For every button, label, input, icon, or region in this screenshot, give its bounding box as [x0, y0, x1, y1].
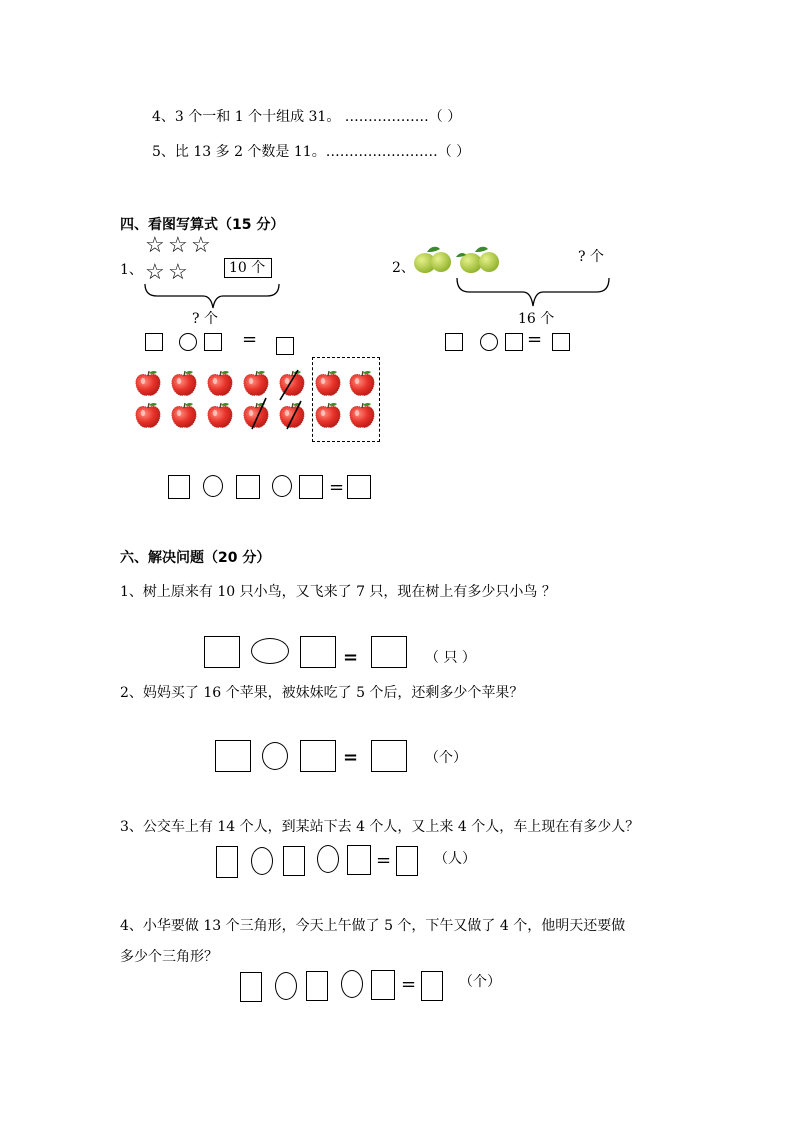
section-4-title: 四、看图写算式（15 分）: [120, 217, 285, 233]
dashed-selection-box: [312, 357, 380, 442]
question-3: 3、公交车上有 14 个人，到某站下去 4 个人，又上来 4 个人，车上现在有多少人？: [120, 819, 640, 835]
section-6-title: 六、解决问题（20 分）: [120, 550, 271, 566]
operator-circle[interactable]: [179, 333, 197, 351]
problem-2-question: ? 个: [578, 249, 604, 265]
answer-box[interactable]: [445, 333, 463, 351]
problem-2-label: 2、: [392, 260, 415, 276]
answer-box[interactable]: [276, 337, 294, 355]
judge-item-5: 5、比 13 多 2 个数是 11。……………………（ ）: [152, 144, 471, 160]
answer-box[interactable]: [396, 846, 418, 876]
star-icon: ☆: [145, 233, 165, 258]
operator-circle[interactable]: [317, 845, 339, 873]
operator-circle[interactable]: [480, 333, 498, 351]
equals-sign: =: [329, 477, 345, 498]
answer-box[interactable]: [371, 970, 395, 1000]
answer-box[interactable]: [347, 845, 371, 875]
star-icon: ☆: [168, 233, 188, 258]
equals-sign: =: [343, 647, 359, 668]
apple-icon: [206, 369, 234, 397]
operator-circle[interactable]: [251, 847, 273, 875]
operator-circle[interactable]: [275, 972, 297, 1000]
answer-box[interactable]: [421, 971, 443, 1001]
question-4-line-2: 多少个三角形？: [120, 949, 218, 965]
star-icon: ☆: [168, 260, 188, 285]
answer-box[interactable]: [283, 846, 305, 876]
apple-icon: [134, 369, 162, 397]
answer-box[interactable]: [145, 333, 163, 351]
problem-1-question: ? 个: [192, 311, 218, 327]
apple-icon: [170, 369, 198, 397]
operator-circle[interactable]: [203, 475, 223, 497]
star-icon: ☆: [191, 233, 211, 258]
answer-box[interactable]: [505, 333, 523, 351]
operator-circle[interactable]: [272, 475, 292, 497]
label-10-box: 10 个: [224, 258, 272, 278]
answer-box[interactable]: [236, 475, 260, 499]
answer-box[interactable]: [240, 972, 262, 1002]
question-4-line-1: 4、小华要做 13 个三角形，今天上午做了 5 个，下午又做了 4 个，他明天还要做: [120, 918, 626, 934]
apple-icon: [170, 401, 198, 429]
question-1: 1、树上原来有 10 只小鸟，又飞来了 7 只，现在树上有多少只小鸟 ？: [120, 584, 556, 600]
operator-circle[interactable]: [341, 970, 363, 998]
equals-sign: =: [401, 974, 417, 995]
equals-sign: =: [343, 747, 359, 768]
operator-circle[interactable]: [251, 638, 289, 664]
unit-label: （人）: [434, 851, 476, 867]
answer-box[interactable]: [300, 740, 336, 772]
unit-label: （个）: [459, 974, 501, 990]
unit-label: （ 只 ）: [425, 650, 476, 666]
answer-box[interactable]: [552, 333, 570, 351]
unit-label: （个）: [425, 750, 467, 766]
answer-box[interactable]: [204, 333, 222, 351]
answer-box[interactable]: [371, 740, 407, 772]
crossed-out-strokes: [240, 365, 310, 435]
star-icon: ☆: [145, 260, 165, 285]
answer-box[interactable]: [300, 636, 336, 668]
pears-image: [405, 243, 505, 275]
answer-box[interactable]: [168, 475, 190, 499]
judge-item-4: 4、3 个一和 1 个十组成 31。 ………………（ ）: [152, 109, 462, 125]
apple-icon: [134, 401, 162, 429]
operator-circle[interactable]: [262, 742, 288, 770]
answer-box[interactable]: [306, 971, 328, 1001]
equals-sign: =: [376, 850, 392, 871]
apple-icon: [206, 401, 234, 429]
problem-2-total: 16 个: [518, 311, 555, 327]
equals-sign: =: [527, 329, 543, 350]
brace-2: [455, 276, 615, 310]
answer-box[interactable]: [216, 846, 238, 878]
equals-sign: =: [242, 329, 258, 350]
brace-1: [143, 282, 283, 312]
answer-box[interactable]: [347, 475, 371, 499]
answer-box[interactable]: [371, 636, 407, 668]
answer-box[interactable]: [204, 636, 240, 668]
answer-box[interactable]: [215, 740, 251, 772]
problem-1-label: 1、: [120, 262, 143, 278]
question-2: 2、妈妈买了 16 个苹果，被妹妹吃了 5 个后，还剩多少个苹果？: [120, 685, 524, 701]
answer-box[interactable]: [299, 475, 323, 499]
